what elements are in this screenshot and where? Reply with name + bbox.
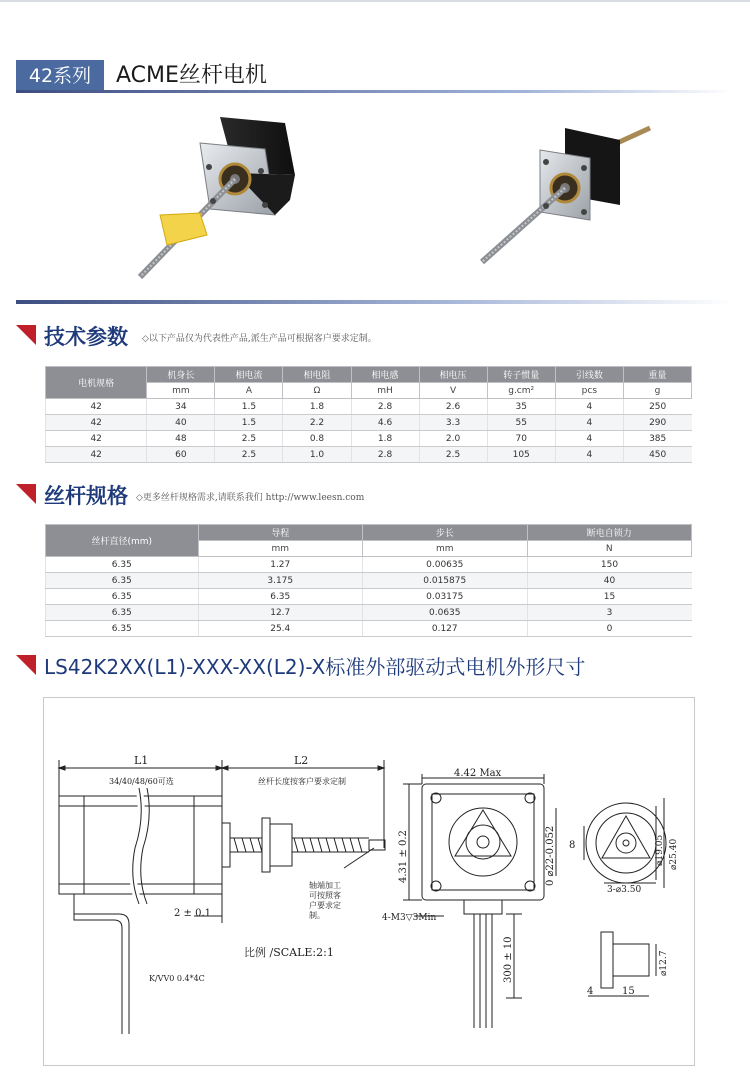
dim-300: 300 ± 10: [503, 936, 514, 983]
table-cell: 15: [527, 589, 691, 605]
dim-431: 4.31 ± 0.2: [398, 830, 409, 883]
table-cell: 6.35: [46, 573, 199, 589]
table-cell: 35: [487, 399, 555, 415]
table-cell: 4.6: [351, 415, 419, 431]
motor-photo-right: [470, 120, 660, 280]
column-unit: g.cm²: [487, 383, 555, 399]
table-cell: 250: [623, 399, 691, 415]
page-title: ACME丝杆电机: [116, 63, 267, 88]
table-cell: 290: [623, 415, 691, 431]
table-cell: 2.5: [419, 447, 487, 463]
dim-1905: ⌀19.05: [655, 834, 665, 866]
photo-divider: [16, 300, 734, 304]
table-cell: 42: [46, 447, 147, 463]
end-note-2: 可按照客: [309, 891, 341, 900]
table-cell: 0.0635: [362, 605, 527, 621]
dim-2540: ⌀25.40: [669, 838, 679, 870]
table-cell: 42: [46, 399, 147, 415]
table-cell: 1.8: [283, 399, 351, 415]
table-cell: 60: [147, 447, 215, 463]
table-cell: 4: [555, 447, 623, 463]
row-header-cell: 丝杆直径(mm): [46, 525, 199, 557]
table-cell: 42: [46, 415, 147, 431]
table-row: [46, 415, 692, 431]
table-cell: 3.3: [419, 415, 487, 431]
column-unit: mH: [351, 383, 419, 399]
screw-spec-table: [45, 524, 692, 637]
section-screw-spec: [16, 482, 734, 510]
table-cell: 2.6: [419, 399, 487, 415]
table-cell: 2.5: [215, 431, 283, 447]
section-marker-icon: [16, 325, 36, 345]
dim-8: 8: [569, 840, 576, 851]
dim-15: 15: [622, 986, 635, 997]
table-cell: 0.00635: [362, 557, 527, 573]
column-header: 步长: [362, 525, 527, 541]
column-header: 相电阻: [283, 367, 351, 383]
column-header: 相电感: [351, 367, 419, 383]
table-row: [46, 573, 692, 589]
header-rule: [16, 90, 734, 93]
table-cell: 2.0: [419, 431, 487, 447]
table-cell: 1.0: [283, 447, 351, 463]
table-header-row: [46, 367, 692, 383]
table-cell: 25.4: [198, 621, 362, 637]
table-cell: 6.35: [46, 605, 199, 621]
table-cell: 0.127: [362, 621, 527, 637]
table-row: [46, 621, 692, 637]
motor-photo-left: [125, 105, 325, 285]
table-cell: 40: [527, 573, 691, 589]
table-cell: 4: [555, 415, 623, 431]
table-cell: 42: [46, 431, 147, 447]
table-cell: 40: [147, 415, 215, 431]
table-cell: 6.35: [46, 621, 199, 637]
column-unit: mm: [362, 541, 527, 557]
end-note-1: 轴端加工: [309, 881, 341, 890]
dim-22: 0 ⌀22-0.052: [545, 825, 556, 886]
table-row: [46, 431, 692, 447]
table-row: [46, 605, 692, 621]
top-border: [0, 0, 750, 2]
end-note-4: 制。: [309, 911, 325, 920]
table-cell: 0.03175: [362, 589, 527, 605]
column-header: 相电流: [215, 367, 283, 383]
section-note: ◇以下产品仅为代表性产品,派生产品可根据客户要求定制。: [142, 334, 377, 344]
table-cell: 1.27: [198, 557, 362, 573]
dim-l1-note: 34/40/48/60可选: [109, 777, 174, 786]
table-cell: 6.35: [46, 589, 199, 605]
table-row: [46, 557, 692, 573]
table-cell: 0: [527, 621, 691, 637]
column-header: 转子惯量: [487, 367, 555, 383]
table-cell: 6.35: [198, 589, 362, 605]
table-cell: 1.5: [215, 415, 283, 431]
column-unit: mm: [147, 383, 215, 399]
table-row: [46, 589, 692, 605]
section-marker-icon: [16, 484, 36, 504]
column-header: 相电压: [419, 367, 487, 383]
table-cell: 1.5: [215, 399, 283, 415]
table-cell: 6.35: [46, 557, 199, 573]
column-header: 导程: [198, 525, 362, 541]
section-marker-icon: [16, 655, 36, 675]
dim-42max: 4.42 Max: [454, 768, 502, 779]
column-unit: Ω: [283, 383, 351, 399]
dim-l1: L1: [134, 754, 149, 767]
series-badge: 42系列: [16, 60, 104, 92]
table-cell: 2.2: [283, 415, 351, 431]
section-dimensions: [16, 653, 734, 681]
dim-127: ⌀12.7: [659, 950, 669, 976]
table-cell: 34: [147, 399, 215, 415]
dim-350: 3-⌀3.50: [607, 885, 642, 895]
dim-m3: 4-M3▽3Min: [382, 913, 437, 923]
table-cell: 150: [527, 557, 691, 573]
table-cell: 70: [487, 431, 555, 447]
column-header: 机身长: [147, 367, 215, 383]
table-header-row: [46, 525, 692, 541]
table-cell: 48: [147, 431, 215, 447]
table-cell: 1.8: [351, 431, 419, 447]
section-tech-params: [16, 323, 734, 351]
table-cell: 12.7: [198, 605, 362, 621]
table-cell: 3: [527, 605, 691, 621]
table-cell: 2.8: [351, 447, 419, 463]
table-cell: 4: [555, 431, 623, 447]
table-cell: 385: [623, 431, 691, 447]
column-unit: pcs: [555, 383, 623, 399]
column-unit: g: [623, 383, 691, 399]
end-note-3: 户要求定: [309, 901, 341, 910]
dimension-drawing: [43, 697, 695, 1066]
section-title: 丝杆规格: [44, 484, 128, 508]
page-header: [16, 60, 734, 92]
dim-l2-note: 丝杆长度按客户要求定制: [258, 777, 346, 786]
scale-label: 比例 /SCALE:2:1: [244, 946, 334, 959]
table-cell: 55: [487, 415, 555, 431]
table-cell: 105: [487, 447, 555, 463]
dim-2mm: 2 ± 0.1: [174, 908, 212, 919]
section-title: 技术参数: [44, 325, 128, 349]
table-cell: 0.8: [283, 431, 351, 447]
wire-spec: K/VV0 0.4*4C: [149, 974, 205, 983]
section-title: LS42K2XX(L1)-XXX-XX(L2)-X标准外部驱动式电机外形尺寸: [44, 655, 586, 679]
drawing-canvas: [44, 698, 694, 1065]
dim-l2: L2: [294, 754, 309, 767]
column-header: 重量: [623, 367, 691, 383]
table-cell: 3.175: [198, 573, 362, 589]
table-cell: 2.5: [215, 447, 283, 463]
table-cell: 0.015875: [362, 573, 527, 589]
dim-4: 4: [587, 986, 594, 997]
table-row: [46, 399, 692, 415]
table-cell: 4: [555, 399, 623, 415]
row-header-cell: 电机规格: [46, 367, 147, 399]
section-note: ◇更多丝杆规格需求,请联系我们 http://www.leesn.com: [136, 493, 365, 503]
column-unit: A: [215, 383, 283, 399]
column-header: 断电自锁力: [527, 525, 691, 541]
table-row: [46, 447, 692, 463]
table-cell: 2.8: [351, 399, 419, 415]
column-unit: V: [419, 383, 487, 399]
table-cell: 450: [623, 447, 691, 463]
motor-spec-table: [45, 366, 692, 463]
column-header: 引线数: [555, 367, 623, 383]
column-unit: mm: [198, 541, 362, 557]
column-unit: N: [527, 541, 691, 557]
